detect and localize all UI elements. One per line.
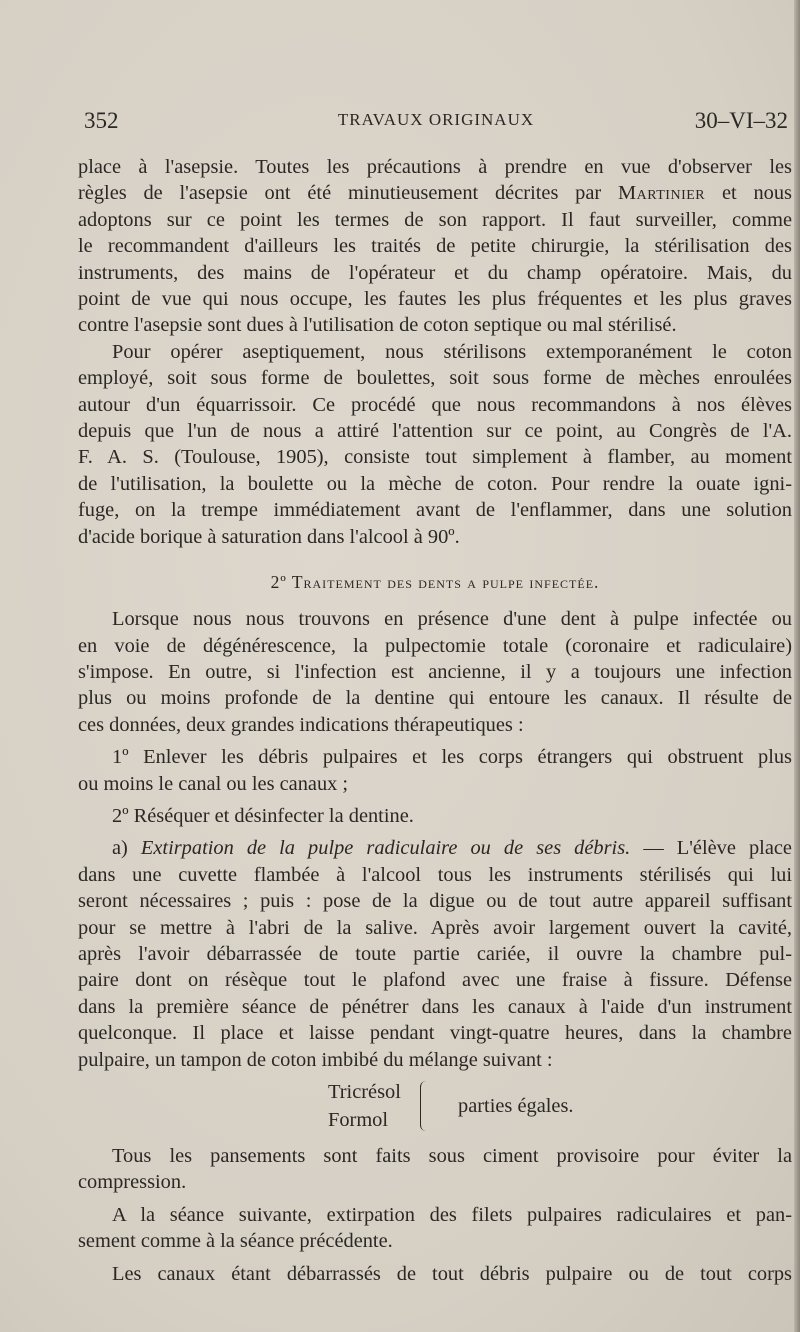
text-line: depuis que l'un de nous a attiré l'attention sur ce point, au Congrès de l'A. <box>78 420 792 443</box>
section-heading: 2º Traitement des dents a pulpe infectée. <box>270 572 600 593</box>
text-line: autour d'un équarrissoir. Ce procédé que nous recommandons à nos élèves <box>78 393 792 416</box>
paragraph-sterilisation <box>78 339 792 550</box>
text-line: A la séance suivante, extirpation des filets pulpaires radiculaires et pan- <box>112 1203 792 1226</box>
text-line: Lorsque nous nous trouvons en présence d'une dent à pulpe infectée ou <box>112 608 792 631</box>
text-line: le recommandent d'ailleurs les traités de petite chirurgie, la stérilisation des <box>78 235 792 258</box>
author-name: Martinier <box>618 182 706 205</box>
text-line: règles de l'asepsie ont été minutieusement décrites par Martinier et nous <box>78 182 792 205</box>
subsection-title: Extirpation de la pulpe radiculaire ou de ses débris. <box>140 837 631 860</box>
paragraph-asepsie <box>78 154 792 339</box>
text-line: Pour opérer aseptiquement, nous stérilisons extemporanément le coton <box>112 340 792 363</box>
formula-item: Tricrésol <box>328 1081 401 1103</box>
text-line: Tous les pansements sont faits sous ciment provisoire pour éviter la <box>112 1145 792 1167</box>
text-line: dans une cuvette flambée à l'alcool tous les instruments stérilisés qui lui <box>78 863 792 886</box>
formula-label: parties égales. <box>458 1095 574 1117</box>
text-line: pour se mettre à l'abri de la salive. Après avoir largement ouvert la cavité, <box>78 916 792 939</box>
page-header <box>84 108 788 140</box>
text-line: fuge, on la trempe immédiatement avant de l'enflammer, dans une solution <box>78 499 792 522</box>
text-line: place à l'asepsie. Toutes les précautions à prendre en vue d'observer les <box>78 156 792 178</box>
paragraph-pansements <box>78 1143 792 1196</box>
text-line: F. A. S. (Toulouse, 1905), consiste tout simplement à flamber, au moment <box>78 446 792 469</box>
brace-symbol <box>420 1081 427 1131</box>
running-title: TRAVAUX ORIGINAUX <box>337 110 535 129</box>
text-line: contre l'asepsie sont dues à l'utilisation de coton septique ou mal stérilisé. <box>78 314 677 337</box>
text-line: après l'avoir débarrassée de toute partie cariée, il ouvre la chambre pul- <box>78 942 792 965</box>
text-line: compression. <box>78 1171 187 1194</box>
page-number: 352 <box>84 108 119 133</box>
text-line: ou moins le canal ou les canaux ; <box>78 772 349 795</box>
text-line: seront nécessaires ; puis : pose de la digue ou de tout autre appareil suffisant <box>78 890 792 913</box>
text-line: de l'utilisation, la boulette ou la mèche de coton. Pour rendre la ouate igni- <box>78 472 792 495</box>
text-line: en voie de dégénérescence, la pulpectomie totale (coronaire et radiculaire) <box>78 634 792 657</box>
text-line: Les canaux étant débarrassés de tout débris pulpaire ou de tout corps <box>112 1262 792 1285</box>
text-line: employé, soit sous forme de boulettes, soit sous forme de mèches enroulées <box>78 367 792 390</box>
text-line: pulpaire, un tampon de coton imbibé du mélange suivant : <box>78 1048 553 1071</box>
text-line: dans la première séance de pénétrer dans les canaux à l'aide d'un instrument <box>78 995 792 1018</box>
text-line: d'acide borique à saturation dans l'alcool à 90º. <box>78 525 460 548</box>
text-line: 2º Réséquer et désinfecter la dentine. <box>112 804 414 827</box>
page-body <box>78 154 792 1287</box>
issue-date: 30–VI–32 <box>694 108 788 133</box>
text-line: sement comme à la séance précédente. <box>78 1230 393 1253</box>
formula-block <box>78 1077 792 1137</box>
text-line: point de vue qui nous occupe, les fautes les plus fréquentes et les plus graves <box>78 288 792 311</box>
text-line: paire dont on résèque tout le plafond avec une fraise à fissure. Défense <box>78 969 792 992</box>
paragraph-pulpe-infectee <box>78 606 792 738</box>
paragraph-indication-2 <box>78 803 792 829</box>
text-line: quelconque. Il place et laisse pendant vingt-quatre heures, dans la chambre <box>78 1022 792 1045</box>
paragraph-canaux <box>78 1261 792 1287</box>
paragraph-extirpation <box>78 835 792 1073</box>
text-line: ces données, deux grandes indications thérapeutiques : <box>78 713 524 736</box>
text-line: a) Extirpation de la pulpe radiculaire ou de ses débris. — L'élève place <box>112 837 792 860</box>
paragraph-seance-suivante <box>78 1202 792 1255</box>
formula-item: Formol <box>328 1109 389 1131</box>
text-line: plus ou moins profonde de la dentine qui entoure les canaux. Il résulte de <box>78 687 792 710</box>
text-line: 1º Enlever les débris pulpaires et les corps étrangers qui obstruent plus <box>112 746 792 769</box>
text-line: adoptons sur ce point les termes de son rapport. Il faut surveiller, comme <box>78 208 792 231</box>
paragraph-indication-1 <box>78 744 792 797</box>
page-edge-shadow <box>794 0 800 1332</box>
text-line: instruments, des mains de l'opérateur et du champ opératoire. Mais, du <box>78 261 792 284</box>
text-line: s'impose. En outre, si l'infection est ancienne, il y a toujours une infection <box>78 660 792 683</box>
